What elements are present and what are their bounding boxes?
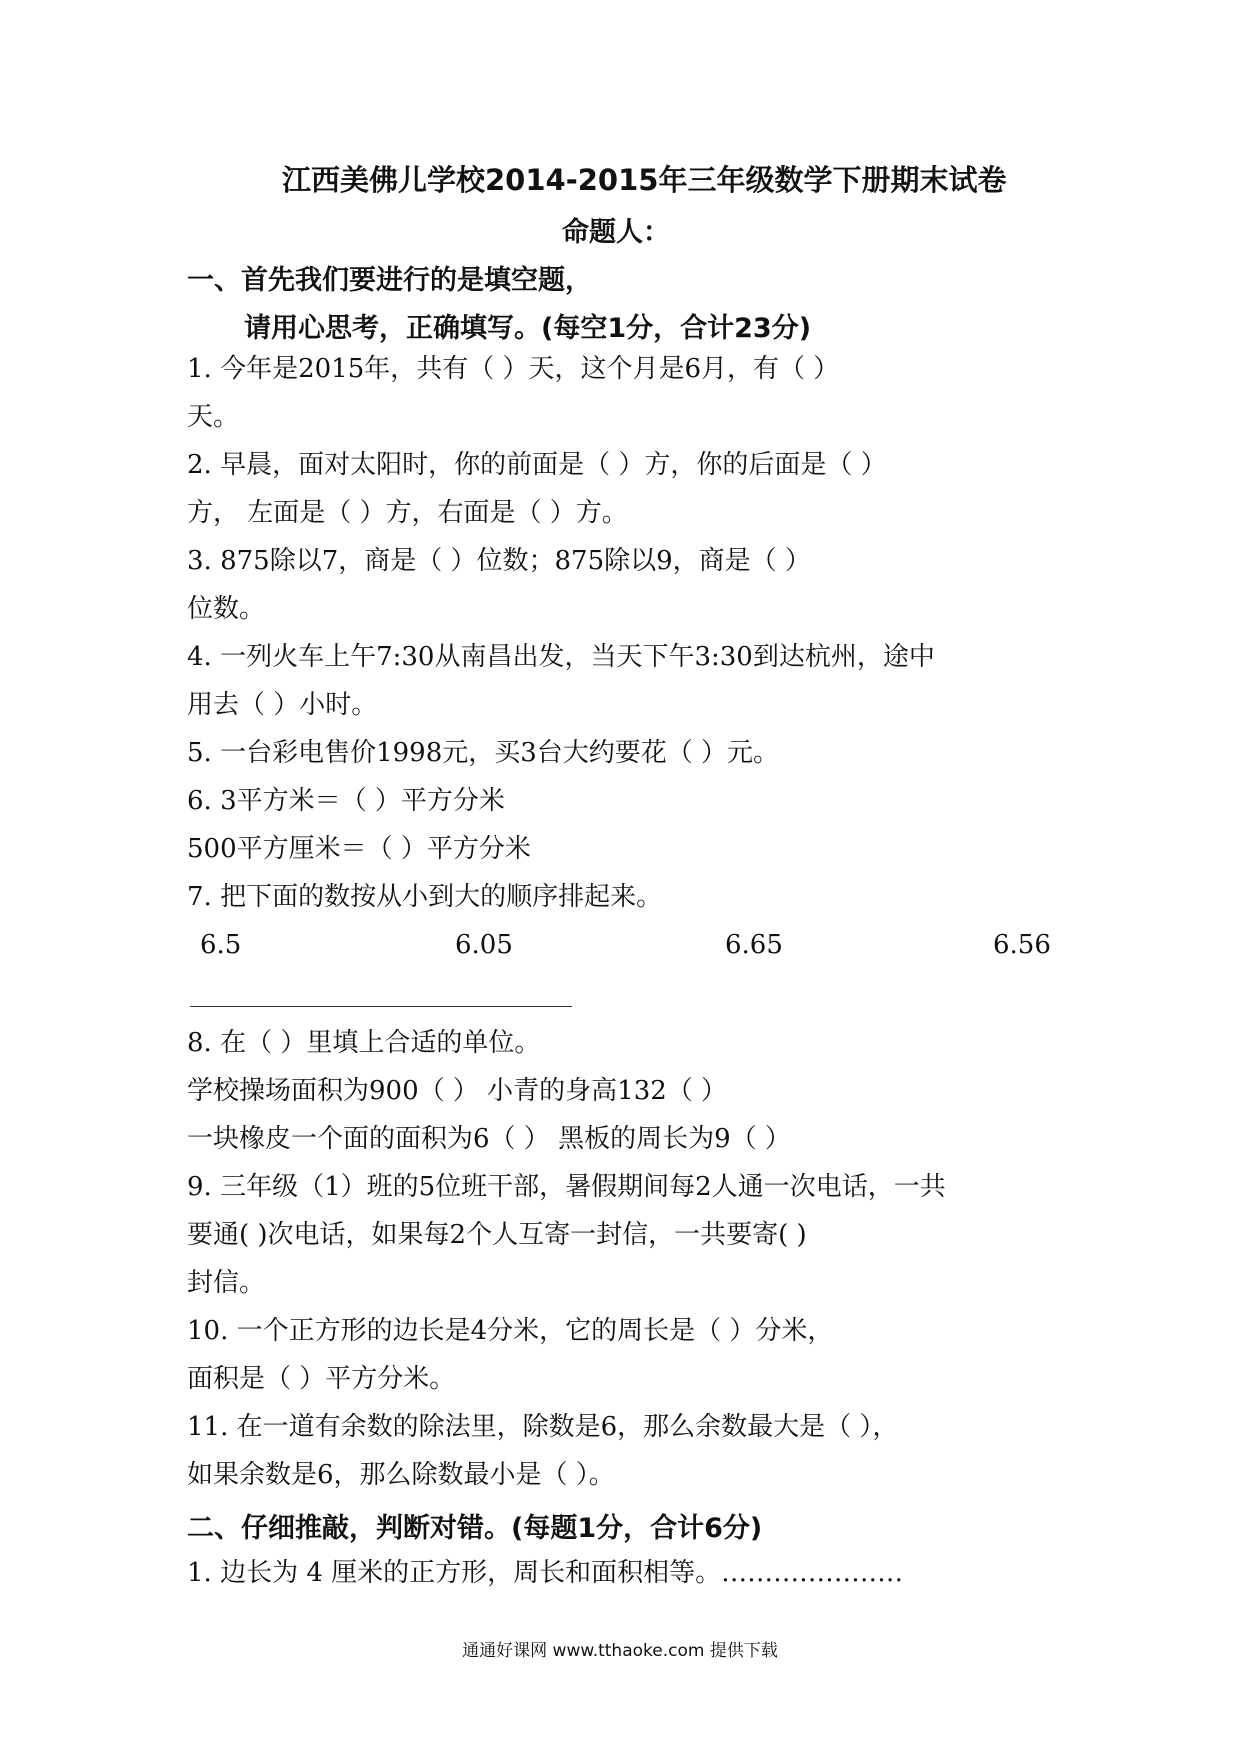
question-line: 500平方厘米＝（ ）平方分米 — [187, 834, 531, 864]
question-line: 学校操场面积为900（ ） 小青的身高132（ ） — [187, 1076, 728, 1106]
section1-instruction: 请用心思考，正确填写。(每空1分，合计23分) — [244, 313, 812, 344]
question-line: 位数。 — [187, 594, 266, 624]
question-line: 方， 左面是（ ）方，右面是（ ）方。 — [187, 498, 628, 528]
sort-number: 6.05 — [455, 930, 513, 960]
footer-credit: 通通好课网 www.tthaoke.com 提供下载 — [462, 1641, 778, 1661]
question-line: 天。 — [187, 402, 240, 432]
question-line: 7. 把下面的数按从小到大的顺序排起来。 — [187, 882, 663, 912]
question-line: 2. 早晨，面对太阳时，你的前面是（ ）方，你的后面是（ ） — [187, 450, 887, 480]
question-line: 3. 875除以7，商是（ ）位数；875除以9，商是（ ） — [187, 546, 811, 576]
sort-number: 6.5 — [200, 930, 242, 960]
section1-heading: 一、首先我们要进行的是填空题， — [187, 265, 592, 296]
question-line: 1. 今年是2015年，共有（ ）天，这个月是6月，有（ ） — [187, 354, 840, 384]
question-line: 如果余数是6，那么除数最小是（ ）。 — [187, 1460, 615, 1490]
exam-title: 江西美佛儿学校2014-2015年三年级数学下册期末试卷 — [282, 163, 1007, 197]
question-line: 封信。 — [187, 1268, 266, 1298]
question-line: 面积是（ ）平方分米。 — [187, 1364, 456, 1394]
question-line: 用去（ ）小时。 — [187, 690, 378, 720]
question-line: 要通( )次电话，如果每2个人互寄一封信，一共要寄( ) — [187, 1220, 807, 1250]
question-line: 10. 一个正方形的边长是4分米，它的周长是（ ）分米， — [187, 1316, 834, 1346]
question-line: 5. 一台彩电售价1998元，买3台大约要花（ ）元。 — [187, 738, 780, 768]
sort-number: 6.56 — [993, 930, 1051, 960]
answer-line — [190, 1006, 572, 1007]
sort-number: 6.65 — [725, 930, 783, 960]
question-line: 1. 边长为 4 厘米的正方形，周长和面积相等。………………… — [187, 1558, 904, 1588]
question-line: 4. 一列火车上午7:30从南昌出发，当天下午3:30到达杭州，途中 — [187, 642, 935, 672]
question-line: 9. 三年级（1）班的5位班干部，暑假期间每2人通一次电话，一共 — [187, 1172, 946, 1202]
question-line: 6. 3平方米＝（ ）平方分米 — [187, 786, 505, 816]
question-line: 8. 在（ ）里填上合适的单位。 — [187, 1028, 541, 1058]
section2-heading: 二、仔细推敲，判断对错。(每题1分，合计6分) — [187, 1513, 763, 1544]
question-line: 一块橡皮一个面的面积为6（ ） 黑板的周长为9（ ） — [187, 1124, 791, 1154]
question-line: 11. 在一道有余数的除法里，除数是6，那么余数最大是（ ）， — [187, 1412, 899, 1442]
author-label: 命题人： — [562, 217, 670, 248]
